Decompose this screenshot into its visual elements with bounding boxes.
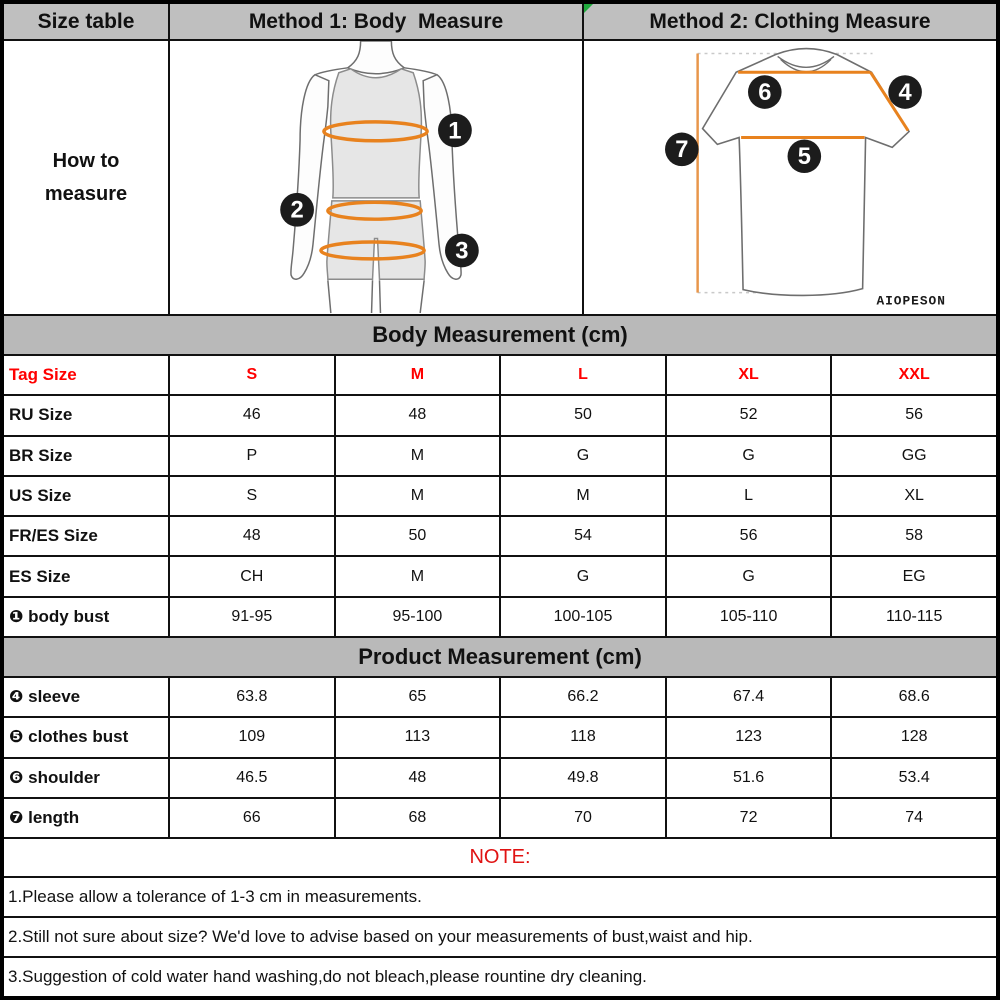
notes-section: [4, 878, 996, 996]
method2-header-label: Method 2: Clothing Measure: [649, 9, 931, 33]
row-label: ❶ body bust: [9, 606, 110, 626]
svg-text:6: 6: [758, 79, 772, 106]
size-col-l: L: [499, 356, 665, 394]
row-label: ❹ sleeve: [9, 687, 81, 707]
brand-text: AIOPESON: [876, 293, 946, 309]
table-row-clothes-bust: ❺ clothes bust 109 113 118 123 128: [4, 716, 996, 756]
row-label: FR/ES Size: [9, 526, 98, 546]
size-col-m: M: [334, 356, 500, 394]
svg-text:1: 1: [448, 117, 462, 145]
note-item-2: 2.Still not sure about size? We'd love to advise based on your measurements of bust,waist and hip.: [4, 916, 996, 956]
table-row-us-size: US Size S M M L XL: [4, 475, 996, 515]
svg-text:5: 5: [797, 144, 811, 171]
row-label: ❼ length: [9, 807, 80, 827]
table-row-ru-size: RU Size 46 48 50 52 56: [4, 394, 996, 434]
marker-2: [280, 193, 314, 227]
table-row-body-bust: ❶ body bust 91-95 95-100 100-105 105-110 110-115: [4, 596, 996, 636]
svg-text:7: 7: [675, 137, 689, 164]
marker-1: [438, 113, 472, 147]
size-table-header: Size table: [37, 9, 135, 33]
table-row-es-size: ES Size CH M G G EG: [4, 555, 996, 595]
note-title: NOTE:: [4, 839, 996, 878]
product-measurement-table: [4, 678, 996, 839]
marker-7: [665, 133, 699, 167]
body-measurement-title: Body Measurement (cm): [4, 316, 996, 356]
top-header-row: [4, 4, 996, 41]
body-measurement-table: [4, 356, 996, 638]
row-label: BR Size: [9, 445, 73, 465]
svg-text:3: 3: [455, 237, 469, 265]
row-label: ❻ shoulder: [9, 767, 100, 787]
tshirt-figure-illustration: [584, 41, 996, 314]
table-row-shoulder: ❻ shoulder 46.5 48 49.8 51.6 53.4: [4, 757, 996, 797]
marker-5: [788, 139, 822, 173]
green-corner-marker-icon: [584, 4, 593, 13]
marker-3: [445, 234, 479, 268]
table-row-sleeve: ❹ sleeve 63.8 65 66.2 67.4 68.6: [4, 678, 996, 716]
table-row-fres-size: FR/ES Size 48 50 54 56 58: [4, 515, 996, 555]
row-label: ❺ clothes bust: [9, 727, 129, 747]
row-label: Tag Size: [9, 365, 77, 385]
method2-header: [582, 4, 996, 39]
table-row-tag-size: [4, 356, 996, 394]
table-row-br-size: BR Size P M G G GG: [4, 435, 996, 475]
size-col-xxl: XXL: [830, 356, 996, 394]
svg-text:4: 4: [898, 79, 912, 106]
size-col-xl: XL: [665, 356, 831, 394]
size-col-s: S: [168, 356, 334, 394]
marker-6: [748, 75, 782, 109]
note-item-1: 1.Please allow a tolerance of 1-3 cm in measurements.: [8, 887, 422, 906]
body-figure-illustration: [170, 41, 582, 314]
row-label: ES Size: [9, 566, 71, 586]
note-item-3: 3.Suggestion of cold water hand washing,do not bleach,please rountine dry cleaning.: [4, 956, 996, 996]
marker-4: [888, 75, 922, 109]
illustration-row: [4, 41, 996, 316]
body-measure-figure: [168, 41, 582, 314]
method1-header: Method 1: Body Measure: [168, 4, 582, 39]
product-measurement-title: Product Measurement (cm): [4, 638, 996, 678]
row-label: US Size: [9, 485, 72, 505]
table-row-length: ❼ length 66 68 70 72 74: [4, 797, 996, 837]
clothing-measure-figure: [582, 41, 996, 314]
how-to-measure-label: How to measure: [44, 149, 128, 205]
row-label: RU Size: [9, 405, 73, 425]
svg-text:2: 2: [290, 196, 304, 224]
